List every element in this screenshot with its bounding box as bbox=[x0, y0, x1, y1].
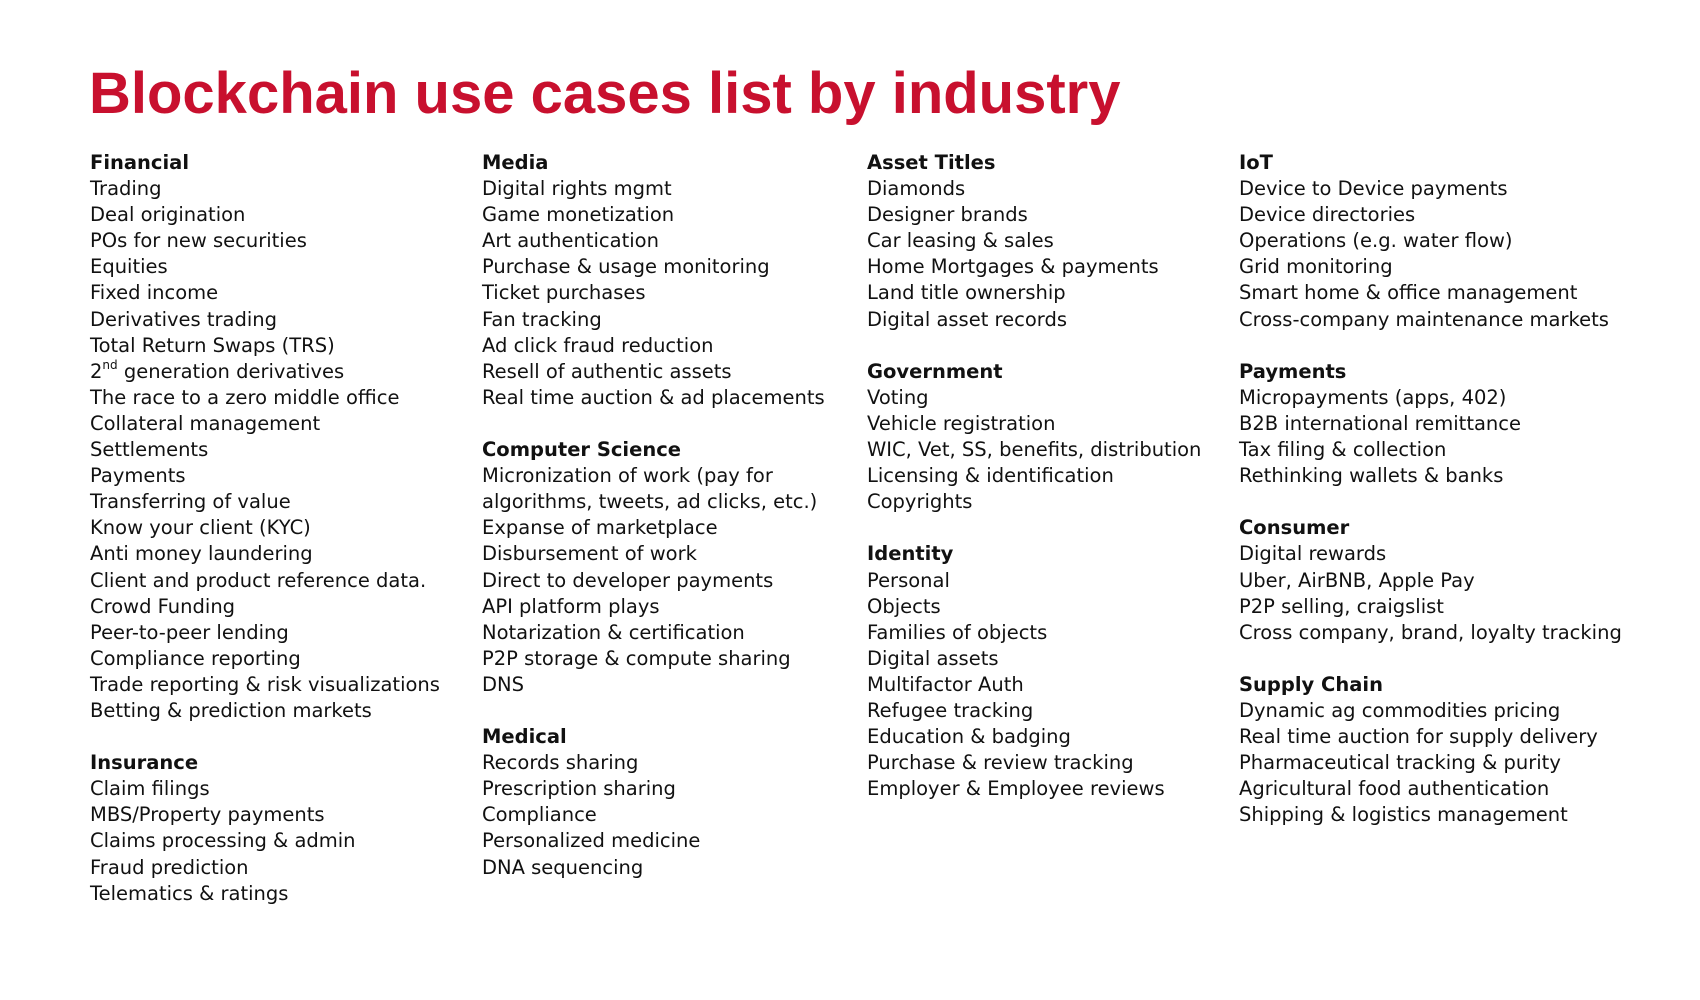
list-item: P2P selling, craigslist bbox=[1239, 594, 1444, 618]
list-item: Records sharing bbox=[482, 751, 639, 775]
list-item: Diamonds bbox=[867, 177, 966, 201]
list-item: The race to a zero middle office bbox=[90, 385, 400, 409]
list-item: Transferring of value bbox=[90, 490, 291, 514]
list-item-superscript: nd bbox=[102, 358, 118, 373]
section-iot bbox=[1239, 150, 1659, 333]
list-item: Vehicle registration bbox=[867, 411, 1056, 435]
list-item: Purchase & review tracking bbox=[867, 751, 1134, 775]
list-item: Compliance bbox=[482, 803, 597, 827]
list-item: Prescription sharing bbox=[482, 777, 676, 801]
list-item: Designer brands bbox=[867, 203, 1028, 227]
section-media bbox=[482, 150, 862, 411]
section-payments bbox=[1239, 359, 1659, 489]
list-item: WIC, Vet, SS, benefits, distribution bbox=[867, 438, 1202, 462]
list-item: Client and product reference data. bbox=[90, 568, 427, 592]
list-item: Trading bbox=[90, 177, 162, 201]
list-item: Education & badging bbox=[867, 725, 1071, 749]
list-item: Shipping & logistics management bbox=[1239, 803, 1568, 827]
list-item: Ad click fraud reduction bbox=[482, 333, 714, 357]
section-financial bbox=[90, 150, 475, 724]
list-item: Expanse of marketplace bbox=[482, 516, 718, 540]
section-heading: Consumer bbox=[1239, 516, 1350, 540]
section-identity bbox=[867, 541, 1237, 802]
list-item: Real time auction for supply delivery bbox=[1239, 725, 1598, 749]
list-item: Ticket purchases bbox=[482, 281, 646, 305]
list-item: Cross-company maintenance markets bbox=[1239, 307, 1609, 331]
list-item: Collateral management bbox=[90, 411, 321, 435]
section-heading: Financial bbox=[90, 151, 190, 174]
list-item: Know your client (KYC) bbox=[90, 516, 311, 540]
list-item: DNS bbox=[482, 672, 524, 696]
list-item: Personalized medicine bbox=[482, 829, 701, 853]
list-item: Claims processing & admin bbox=[90, 829, 356, 853]
list-item: Real time auction & ad placements bbox=[482, 385, 825, 409]
list-item: Settlements bbox=[90, 438, 209, 462]
list-item: Derivatives trading bbox=[90, 307, 278, 331]
list-item: Resell of authentic assets bbox=[482, 359, 732, 383]
column-3 bbox=[867, 150, 1237, 802]
section-supply-chain bbox=[1239, 672, 1659, 829]
list-item: Rethinking wallets & banks bbox=[1239, 464, 1504, 488]
list-item: POs for new securities bbox=[90, 229, 307, 253]
list-item: Peer-to-peer lending bbox=[90, 620, 289, 644]
list-item: Uber, AirBNB, Apple Pay bbox=[1239, 568, 1475, 592]
list-item: Employer & Employee reviews bbox=[867, 777, 1165, 801]
list-item: DNA sequencing bbox=[482, 855, 644, 879]
section-insurance bbox=[90, 750, 475, 907]
list-item: Anti money laundering bbox=[90, 542, 313, 566]
list-item: Digital asset records bbox=[867, 307, 1067, 331]
list-item: Families of objects bbox=[867, 620, 1048, 644]
section-consumer bbox=[1239, 515, 1659, 645]
section-medical bbox=[482, 724, 862, 881]
list-item: Operations (e.g. water flow) bbox=[1239, 229, 1513, 253]
list-item: Land title ownership bbox=[867, 281, 1066, 305]
list-item: Betting & prediction markets bbox=[90, 698, 372, 722]
list-item: Fan tracking bbox=[482, 307, 602, 331]
list-item: Direct to developer payments bbox=[482, 568, 774, 592]
list-item: Digital rights mgmt bbox=[482, 177, 672, 201]
list-item: Total Return Swaps (TRS) bbox=[90, 333, 335, 357]
list-item: Fixed income bbox=[90, 281, 219, 305]
section-government bbox=[867, 359, 1237, 516]
page-title: Blockchain use cases list by industry bbox=[89, 61, 1121, 126]
list-item: Crowd Funding bbox=[90, 594, 236, 618]
list-item: B2B international remittance bbox=[1239, 411, 1521, 435]
section-heading: Media bbox=[482, 151, 549, 174]
list-item: Digital assets bbox=[867, 646, 999, 670]
list-item: Refugee tracking bbox=[867, 698, 1034, 722]
list-item: Micropayments (apps, 402) bbox=[1239, 385, 1507, 409]
list-item-text: generation derivatives bbox=[117, 359, 345, 383]
column-4 bbox=[1239, 150, 1659, 828]
section-heading: Payments bbox=[1239, 359, 1347, 383]
list-item: Multifactor Auth bbox=[867, 672, 1024, 696]
section-asset-titles bbox=[867, 150, 1237, 333]
list-item: Pharmaceutical tracking & purity bbox=[1239, 751, 1561, 775]
list-item: Art authentication bbox=[482, 229, 659, 253]
list-item: Claim filings bbox=[90, 777, 210, 801]
section-heading: Supply Chain bbox=[1239, 672, 1383, 696]
list-item: Home Mortgages & payments bbox=[867, 255, 1159, 279]
list-item: Telematics & ratings bbox=[90, 881, 289, 905]
list-item: Compliance reporting bbox=[90, 646, 301, 670]
section-heading: Insurance bbox=[90, 751, 199, 775]
list-item: Dynamic ag commodities pricing bbox=[1239, 698, 1561, 722]
list-item: Game monetization bbox=[482, 203, 675, 227]
section-heading: Asset Titles bbox=[867, 151, 996, 174]
list-item: API platform plays bbox=[482, 594, 660, 618]
list-item: Car leasing & sales bbox=[867, 229, 1054, 253]
list-item: P2P storage & compute sharing bbox=[482, 646, 791, 670]
list-item: Micronization of work (pay for bbox=[482, 464, 773, 488]
section-heading: IoT bbox=[1239, 151, 1273, 174]
list-item-number: 2 bbox=[90, 359, 103, 383]
list-item: Device directories bbox=[1239, 203, 1416, 227]
list-item: Personal bbox=[867, 568, 950, 592]
section-heading: Identity bbox=[867, 542, 954, 566]
column-2 bbox=[482, 150, 862, 881]
list-item: Deal origination bbox=[90, 203, 246, 227]
list-item bbox=[90, 359, 475, 385]
list-item: MBS/Property payments bbox=[90, 803, 325, 827]
list-item: Objects bbox=[867, 594, 941, 618]
section-heading: Medical bbox=[482, 725, 567, 749]
list-item: Licensing & identification bbox=[867, 464, 1114, 488]
list-item: Device to Device payments bbox=[1239, 177, 1508, 201]
list-item: Payments bbox=[90, 464, 186, 488]
list-item: Equities bbox=[90, 255, 168, 279]
list-item: Purchase & usage monitoring bbox=[482, 255, 770, 279]
list-item: algorithms, tweets, ad clicks, etc.) bbox=[482, 490, 818, 514]
list-item: Fraud prediction bbox=[90, 855, 249, 879]
list-item: Copyrights bbox=[867, 490, 973, 514]
list-item: Trade reporting & risk visualizations bbox=[90, 672, 440, 696]
list-item: Grid monitoring bbox=[1239, 255, 1393, 279]
list-item: Disbursement of work bbox=[482, 542, 697, 566]
section-heading: Computer Science bbox=[482, 438, 681, 462]
column-1 bbox=[90, 150, 475, 907]
list-item: Agricultural food authentication bbox=[1239, 777, 1550, 801]
list-item: Smart home & office management bbox=[1239, 281, 1578, 305]
list-item: Digital rewards bbox=[1239, 542, 1387, 566]
list-item: Notarization & certification bbox=[482, 620, 745, 644]
list-item: Tax filing & collection bbox=[1239, 438, 1447, 462]
list-item: Cross company, brand, loyalty tracking bbox=[1239, 620, 1622, 644]
section-computer-science bbox=[482, 437, 862, 698]
list-item: Voting bbox=[867, 385, 929, 409]
section-heading: Government bbox=[867, 359, 1003, 383]
